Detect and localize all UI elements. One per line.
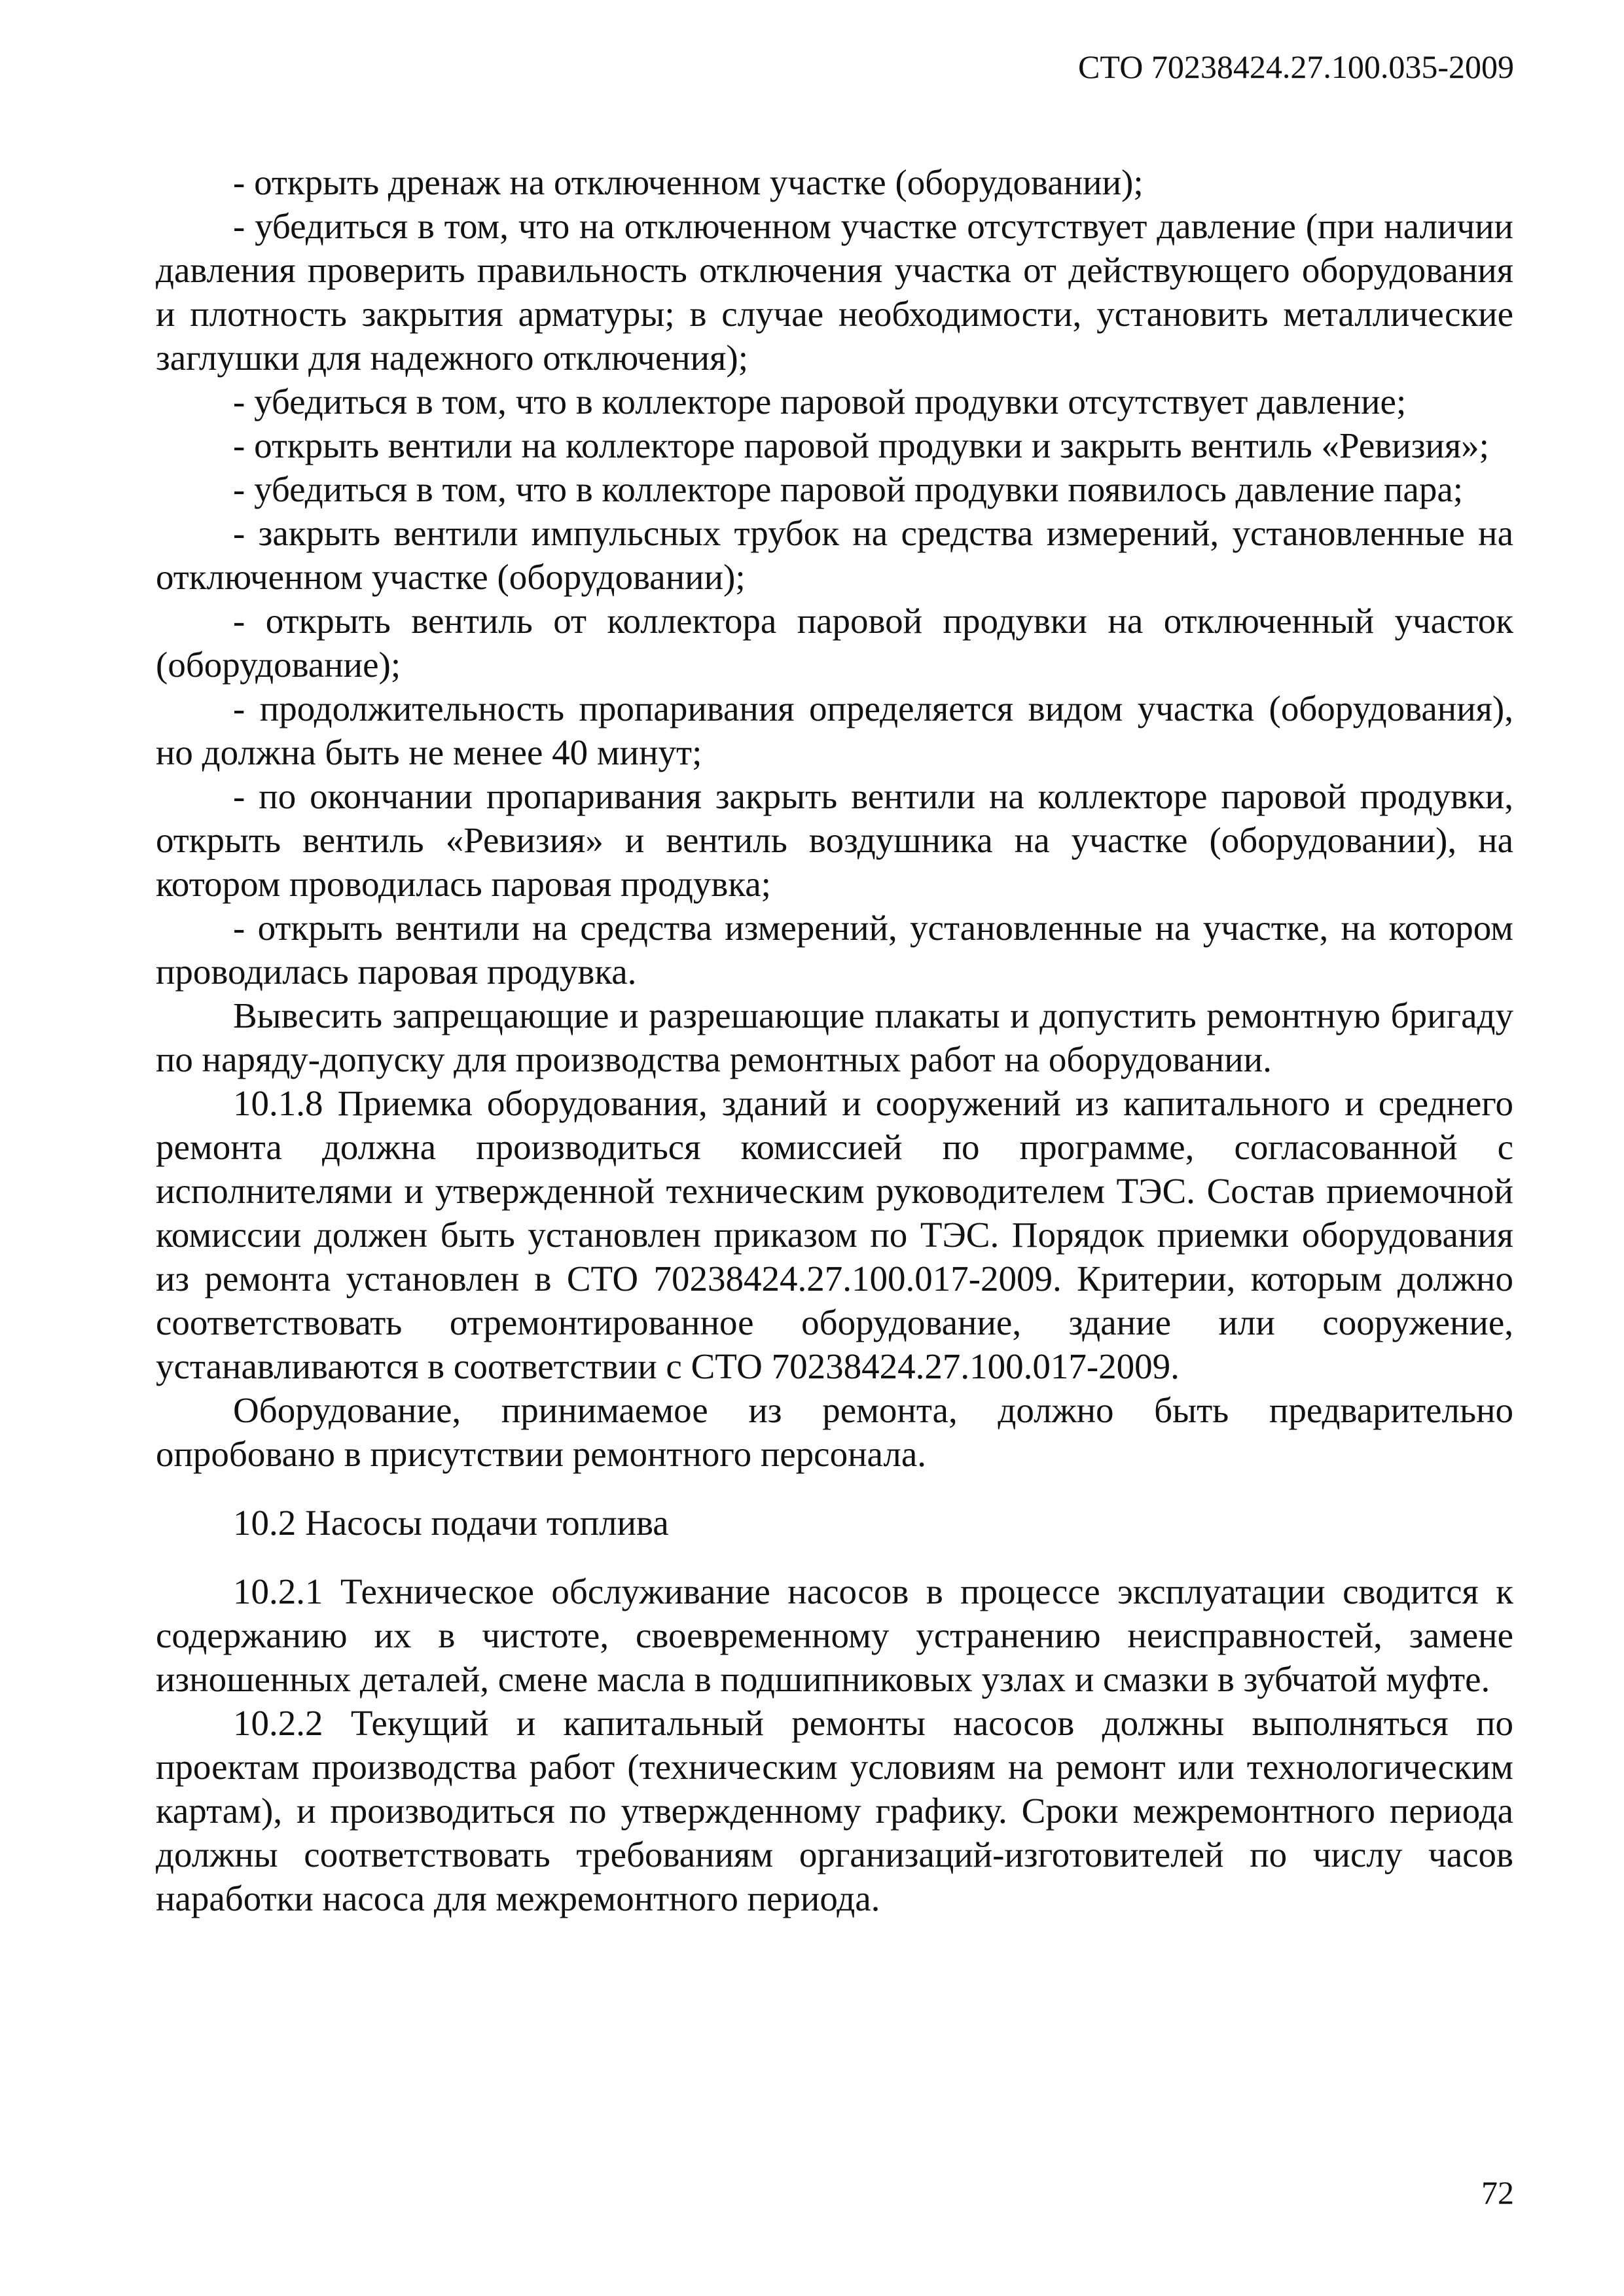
list-item-open-collector-valves: - открыть вентили на коллекторе паровой продувки и закрыть вентиль «Ревизия»; bbox=[233, 425, 1489, 465]
list-item-check-collector-pressure: - убедиться в том, что в коллекторе паровой продувки отсутствует давление; bbox=[233, 382, 1407, 422]
document-code: СТО 70238424.27.100.035-2009 bbox=[1078, 48, 1514, 85]
paragraph-10-2-1: 10.2.1 Техническое обслуживание насосов в процессе эксплуатации сводится к содержанию их в чистоте, своевременному устранению неисправностей, замене изношенных деталей, смене масла в подшипниковых узлах и смазки в зубчатой муфте. bbox=[156, 1571, 1513, 1699]
list-item-close-impulse-valves: - закрыть вентили импульсных трубок на средства измерений, установленные на отключенном участке (оборудовании); bbox=[156, 513, 1513, 597]
list-item-steaming-duration: - продолжительность пропаривания определяется видом участка (оборудования), но должна быть не менее 40 минут; bbox=[156, 689, 1513, 772]
list-item-check-steam-pressure: - убедиться в том, что в коллекторе паровой продувки появилось давление пара; bbox=[233, 469, 1464, 509]
list-item-open-drain: - открыть дренаж на отключенном участке (оборудовании); bbox=[233, 162, 1144, 202]
section-heading-10-2: 10.2 Насосы подачи топлива bbox=[233, 1503, 669, 1543]
list-item-check-no-pressure: - убедиться в том, что на отключенном участке отсутствует давление (при наличии давления проверить правильность отключения участка от действующего оборудования и плотность закрытия арматуры; в случае необходимости, установить металлические заглушки для надежного отключения); bbox=[156, 206, 1513, 378]
document-body bbox=[156, 160, 1513, 1920]
paragraph-10-1-8: 10.1.8 Приемка оборудования, зданий и сооружений из капитального и среднего ремонта должна производиться комиссией по программе, согласованной с исполнителями и утвержденной техническим руководителем ТЭС. Состав приемочной комиссии должен быть установлен приказом по ТЭС. Порядок приемки оборудования из ремонта установлен в СТО 70238424.27.100.017-2009. Критерии, которым должно соответствовать отремонтированное оборудование, здание или сооружение, устанавливаются в соответствии с СТО 70238424.27.100.017-2009. bbox=[156, 1083, 1513, 1386]
paragraph-10-2-2: 10.2.2 Текущий и капитальный ремонты насосов должны выполняться по проектам производства работ (техническим условиям на ремонт или технологическим картам), и производиться по утвержденному графику. Сроки межремонтного периода должны соответствовать требованиям организаций-изготовителей по числу часов наработки насоса для межремонтного периода. bbox=[156, 1703, 1513, 1918]
paragraph-testing: Оборудование, принимаемое из ремонта, должно быть предварительно опробовано в присутствии ремонтного персонала. bbox=[156, 1390, 1513, 1474]
paragraph-posters: Вывесить запрещающие и разрешающие плакаты и допустить ремонтную бригаду по наряду-допуску для производства ремонтных работ на оборудовании. bbox=[156, 996, 1513, 1079]
list-item-open-instrument-valves: - открыть вентили на средства измерений, установленные на участке, на котором проводилась паровая продувка. bbox=[156, 908, 1513, 992]
list-item-after-steaming: - по окончании пропаривания закрыть вентили на коллекторе паровой продувки, открыть вентиль «Ревизия» и вентиль воздушника на участке (оборудовании), на котором проводилась паровая продувка; bbox=[156, 776, 1513, 904]
list-item-open-valve-to-section: - открыть вентиль от коллектора паровой продувки на отключенный участок (оборудование); bbox=[156, 601, 1513, 685]
page-number: 72 bbox=[1481, 2174, 1514, 2211]
